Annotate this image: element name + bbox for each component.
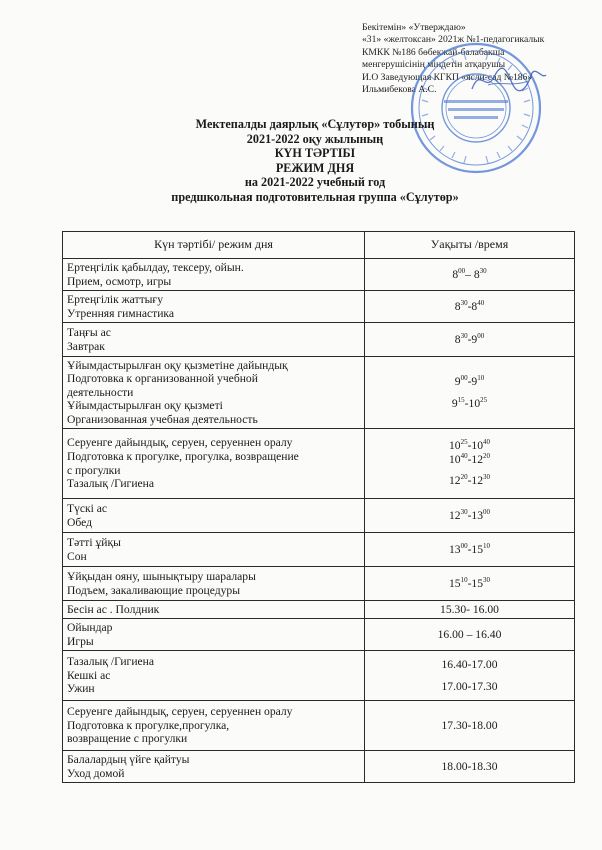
activity-line: Утренняя гимнастика bbox=[67, 306, 174, 320]
document-title-block bbox=[0, 117, 602, 205]
activity-line: Тазалық /Гигиена bbox=[67, 477, 155, 491]
time-cell bbox=[365, 601, 575, 619]
daily-schedule-table bbox=[62, 231, 575, 783]
time-range: $12^{30}-13^{00}$ bbox=[448, 507, 491, 522]
time-range: $8^{30}-8^{40}$ bbox=[454, 298, 485, 313]
activity-line: с прогулки bbox=[67, 463, 121, 477]
time-cell bbox=[365, 701, 575, 751]
signature-mark bbox=[468, 63, 548, 97]
activity-line: Ұйымдастырылған оқу қызметіне дайындық bbox=[67, 358, 288, 372]
activity-line: Игры bbox=[67, 634, 94, 648]
table-row bbox=[63, 357, 575, 429]
activity-line: Түскі ас bbox=[67, 501, 108, 515]
time-range: $9^{15}-10^{25}$ bbox=[451, 395, 488, 410]
time-range: $10^{25}-10^{40}$ bbox=[448, 438, 491, 453]
time-range: $13^{00}-15^{10}$ bbox=[448, 541, 491, 556]
activity-line: Прием, осмотр, игры bbox=[67, 274, 172, 288]
approval-line: Бекітемін» «Утверждаю» bbox=[362, 22, 466, 33]
time-cell bbox=[365, 323, 575, 357]
activity-line: Организованная учебная деятельность bbox=[67, 412, 258, 426]
activity-line: Обед bbox=[67, 515, 93, 529]
activity-line: Подготовка к прогулке, прогулка, возвращение bbox=[67, 449, 299, 463]
activity-cell bbox=[63, 291, 365, 323]
activity-line: Бесін ас . Полдник bbox=[67, 602, 160, 616]
time-range: 16.40-17.00 bbox=[441, 657, 498, 671]
header-time: Уақыты /время bbox=[365, 232, 575, 259]
table-row bbox=[63, 619, 575, 651]
activity-line: деятельности bbox=[67, 385, 134, 399]
table-row bbox=[63, 499, 575, 533]
activity-cell bbox=[63, 429, 365, 499]
activity-line: Таңғы ас bbox=[67, 325, 111, 339]
header-activity: Күн тәртібі/ режим дня bbox=[63, 232, 365, 259]
time-range: 16.00 – 16.40 bbox=[437, 627, 502, 641]
time-range: 17.30-18.00 bbox=[441, 718, 498, 732]
activity-line: Подготовка к организованной учебной bbox=[67, 372, 258, 386]
title-line: Мектепалды даярлық «Сұлутөр» тобының bbox=[195, 117, 435, 131]
activity-line: Подъем, закаливающие процедуры bbox=[67, 583, 241, 597]
time-cell bbox=[365, 619, 575, 651]
table-row bbox=[63, 701, 575, 751]
table-row bbox=[63, 259, 575, 291]
activity-line: Ойындар bbox=[67, 620, 113, 634]
activity-cell bbox=[63, 751, 365, 783]
table-row bbox=[63, 567, 575, 601]
activity-line: Ұйымдастырылған оқу қызметі bbox=[67, 399, 223, 413]
time-cell bbox=[365, 291, 575, 323]
title-line: РЕЖИМ ДНЯ bbox=[275, 160, 355, 175]
time-cell bbox=[365, 567, 575, 601]
activity-line: Серуенге дайындық, серуен, серуеннен оралу bbox=[67, 705, 293, 719]
activity-line: Тәтті ұйқы bbox=[67, 535, 121, 549]
time-cell bbox=[365, 651, 575, 701]
activity-line: Ұйқыдан ояну, шынықтыру шаралары bbox=[67, 569, 256, 583]
time-range: 15.30- 16.00 bbox=[440, 602, 499, 616]
table-header-row bbox=[63, 232, 575, 259]
time-cell bbox=[365, 259, 575, 291]
activity-line: Серуенге дайындық, серуен, серуеннен оралу bbox=[67, 436, 293, 450]
table-row bbox=[63, 533, 575, 567]
approval-line: Ильмибекова А.С. bbox=[362, 84, 437, 96]
time-range: 17.00-17.30 bbox=[441, 679, 498, 693]
table-row bbox=[63, 429, 575, 499]
table-row bbox=[63, 323, 575, 357]
time-range: $12^{20}-12^{30}$ bbox=[448, 473, 491, 488]
time-range: $8^{00}-$ $8^{30}$ bbox=[452, 266, 487, 281]
table-row bbox=[63, 751, 575, 783]
approval-line: менгерушісінің міндетін атқарушы bbox=[362, 59, 506, 71]
activity-cell bbox=[63, 651, 365, 701]
activity-cell bbox=[63, 259, 365, 291]
title-line: на 2021-2022 учебный год bbox=[244, 175, 386, 190]
table-row bbox=[63, 601, 575, 619]
time-range: $8^{30}-9^{00}$ bbox=[454, 331, 485, 346]
time-range: $10^{40}-12^{20}$ bbox=[448, 451, 491, 466]
activity-cell bbox=[63, 499, 365, 533]
time-cell bbox=[365, 751, 575, 783]
activity-cell bbox=[63, 533, 365, 567]
activity-line: Тазалық /Гигиена bbox=[67, 655, 155, 669]
activity-cell bbox=[63, 323, 365, 357]
table-row bbox=[63, 651, 575, 701]
activity-line: Ертеңгілік жаттығу bbox=[67, 292, 163, 306]
table-row bbox=[63, 291, 575, 323]
title-line: предшкольная подготовительная группа «Сұлутөр» bbox=[171, 189, 459, 204]
approval-line: И.О Заведующая КГКП «ясли-сад №186» bbox=[362, 71, 533, 83]
time-cell bbox=[365, 357, 575, 429]
time-range: $9^{00}-9^{10}$ bbox=[454, 373, 485, 388]
activity-cell bbox=[63, 357, 365, 429]
activity-cell bbox=[63, 567, 365, 601]
time-cell bbox=[365, 533, 575, 567]
title-line: 2021-2022 оқу жылының bbox=[246, 131, 384, 146]
time-range: $15^{10}-15^{30}$ bbox=[448, 575, 491, 590]
activity-line: Завтрак bbox=[67, 339, 105, 353]
approval-line: КМКК №186 бөбекжай-балабакша bbox=[362, 46, 505, 58]
activity-line: Подготовка к прогулке,прогулка, bbox=[67, 718, 230, 732]
activity-cell bbox=[63, 701, 365, 751]
activity-line: Сон bbox=[67, 549, 87, 563]
activity-cell bbox=[63, 601, 365, 619]
time-cell bbox=[365, 499, 575, 533]
time-cell bbox=[365, 429, 575, 499]
activity-line: Ертеңгілік қабылдау, тексеру, ойын. bbox=[67, 260, 244, 274]
activity-line: возвращение с прогулки bbox=[67, 732, 188, 746]
activity-line: Кешкі ас bbox=[67, 668, 111, 682]
activity-cell bbox=[63, 619, 365, 651]
activity-line: Балалардың үйге қайтуы bbox=[67, 752, 190, 766]
activity-line: Ужин bbox=[67, 682, 95, 696]
time-range: 18.00-18.30 bbox=[441, 759, 498, 773]
approval-line: «31» «желтоксан» 2021ж №1-педагогикалык bbox=[362, 34, 545, 46]
title-line: КҮН ТӘРТІБІ bbox=[274, 146, 356, 161]
activity-line: Уход домой bbox=[67, 766, 125, 780]
